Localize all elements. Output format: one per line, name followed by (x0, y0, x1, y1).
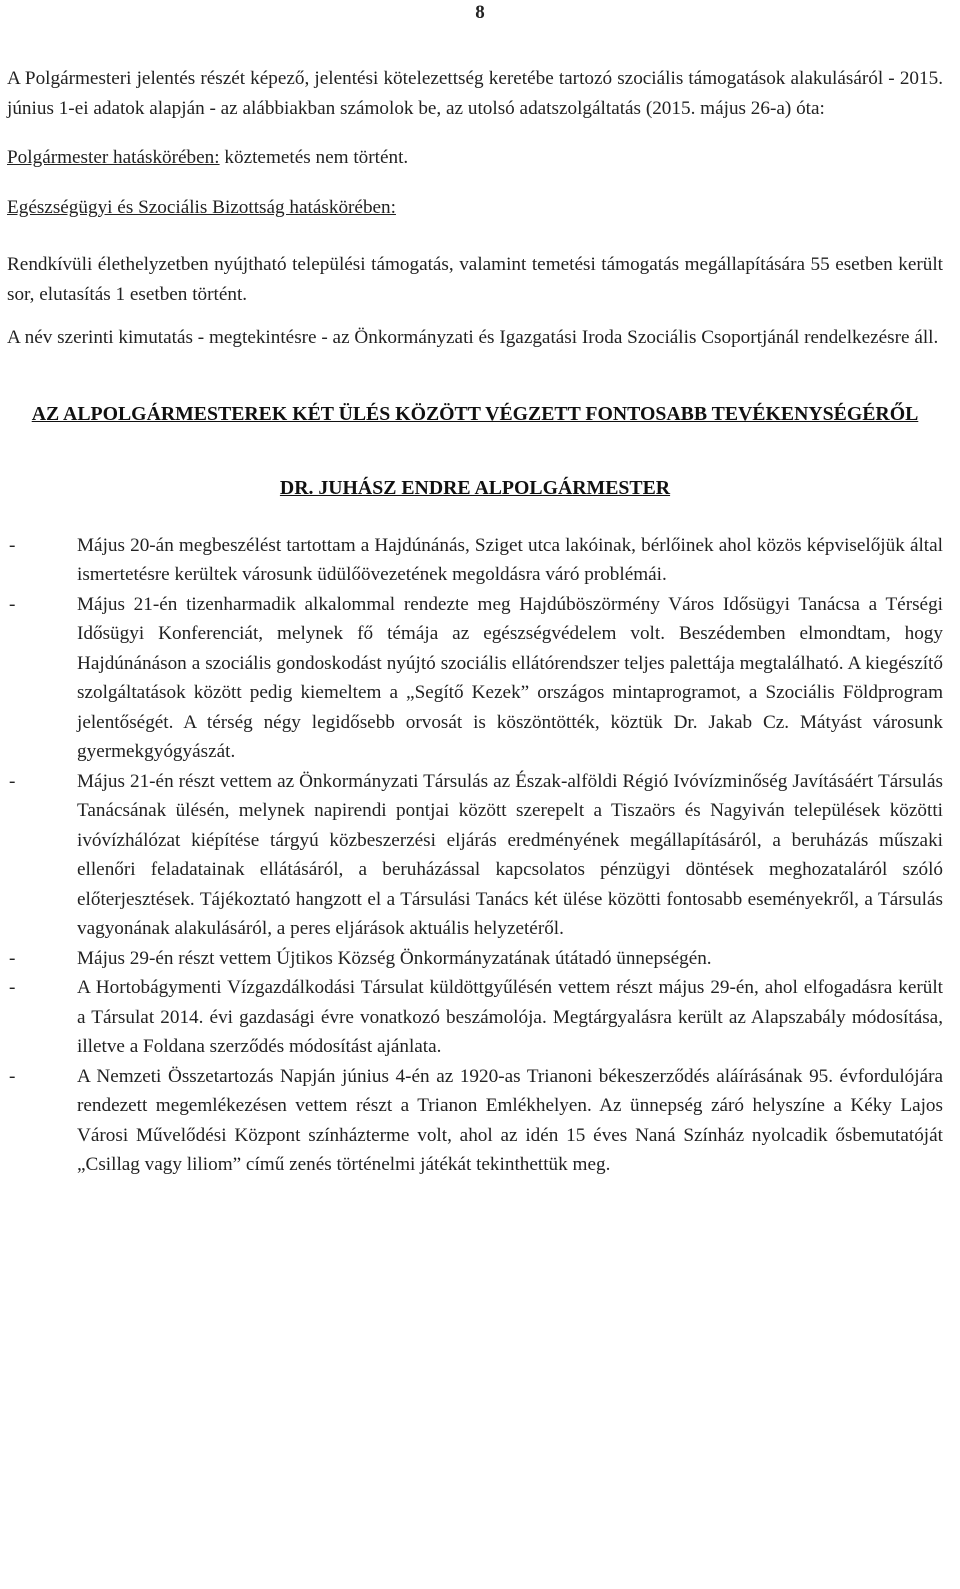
bullet-marker: - (9, 977, 16, 998)
mayor-scope-paragraph (7, 143, 943, 173)
list-item (7, 944, 943, 974)
support-paragraph: Rendkívüli élethelyzetben nyújtható települési támogatás, valamint temetési támogatás megállapítására 55 esetben került sor, elutasítás 1 esetben történt. (7, 254, 943, 305)
list-item-text: Május 29-én részt vettem Újtikos Község Önkormányzatának útátadó ünnepségén. (77, 947, 712, 969)
committee-scope-label: Egészségügyi és Szociális Bizottság hatáskörében: (7, 196, 396, 218)
list-item-text: Május 21-én részt vettem az Önkormányzati Társulás az Észak-alföldi Régió Ivóvízminőség Javításáért Társulás Tanácsának ülésén, melynek napirendi pontjai között szerepelt a Tiszaörs és Nagyiván települések közötti ivóvízhálózat kiépítése tárgyú közbeszerzési eljárás eredményének megállapításáról, a beruházás műszaki ellenőri feladatainak ellátásáról, a beruházással kapcsolatos pénzügyi döntések meghozataláról szóló előterjesztések. Tájékoztató hangzott el a Társulási Tanács két ülése közötti fontosabb eseményekről, a Társulás vagyonának alakulásáról, a peres eljárások aktuális helyzetéről. (77, 770, 943, 939)
mayor-scope-label: Polgármester hatáskörében: (7, 147, 220, 168)
page-number: 8 (475, 2, 485, 23)
section-heading: AZ ALPOLGÁRMESTEREK KÉT ÜLÉS KÖZÖTT VÉGZETT FONTOSABB TEVÉKENYSÉGÉRŐL (31, 402, 919, 425)
activity-list (7, 531, 943, 1180)
bullet-marker: - (9, 534, 16, 556)
list-item (7, 973, 943, 1062)
bullet-marker: - (9, 947, 16, 969)
mayor-scope-text: köztemetés nem történt. (219, 147, 409, 168)
deputy-mayor-heading: DR. JUHÁSZ ENDRE ALPOLGÁRMESTER (279, 476, 671, 499)
list-item-text: A Nemzeti Összetartozás Napján június 4-én az 1920-as Trianoni békeszerződés aláírásának 95. évfordulójára rendezett megemlékezésen vettem részt a Trianon Emlékhelyen. Az ünnepség záró helyszíne a Kéky Lajos Városi Művelődési Központ színházterme volt, ahol az idén 15 éves Naná Színház nyolcadik ősbemutatóját „Csillag vagy liliom” című zenés történelmi játékát tekinthettük meg. (77, 1065, 943, 1175)
bullet-marker: - (9, 1065, 16, 1087)
page-content (7, 64, 943, 1180)
list-item-text: A Hortobágymenti Vízgazdálkodási Társulat küldöttgyűlésén vettem részt május 29-én, ahol elfogadásra került a Társulat 2014. évi gazdasági évre vonatkozó beszámolója. Megtárgyalásra került az Alapszabály módosítása, illetve a Foldana szerződés módosítást ajánlata. (77, 977, 943, 1057)
committee-scope-paragraph (7, 193, 943, 223)
list-item (7, 531, 943, 590)
listing-paragraph: A név szerinti kimutatás - megtekintésre - az Önkormányzati és Igazgatási Iroda Szociális Csoportjánál rendelkezésre áll. (7, 327, 939, 348)
bullet-marker: - (9, 593, 16, 615)
bullet-marker: - (9, 770, 16, 792)
intro-paragraph: A Polgármesteri jelentés részét képező, jelentési kötelezettség keretébe tartozó szociális támogatások alakulásáról - 2015. június 1-ei adatok alapján - az alábbiakban számolok be, az utolsó adatszolgáltatás (2015. május 26-a) óta: (7, 68, 943, 119)
list-item-text: Május 20-án megbeszélést tartottam a Hajdúnánás, Sziget utca lakóinak, bérlőinek ahol közös képviselőjük által ismertetésre kerültek városunk üdülőövezetének megoldásra váró problémái. (77, 534, 943, 585)
list-item (7, 1062, 943, 1180)
list-item-text: Május 21-én tizenharmadik alkalommal rendezte meg Hajdúböszörmény Város Idősügyi Tanácsa a Térségi Idősügyi Konferenciát, melynek fő témája az egészségvédelem volt. Beszédemben elmondtam, hogy Hajdúnánáson a szociális gondoskodást nyújtó szociális ellátórendszer teljes palettája megtalálható. A kiegészítő szolgáltatások között pedig kiemeltem a „Segítő Kezek” országos mintaprogramot, a Szociális Földprogram jelentőségét. A térség négy legidősebb orvosát is köszöntötték, köztük Dr. Jakab Cz. Mátyást városunk gyermekgyógyászát. (77, 593, 943, 762)
list-item (7, 590, 943, 767)
list-item (7, 767, 943, 944)
